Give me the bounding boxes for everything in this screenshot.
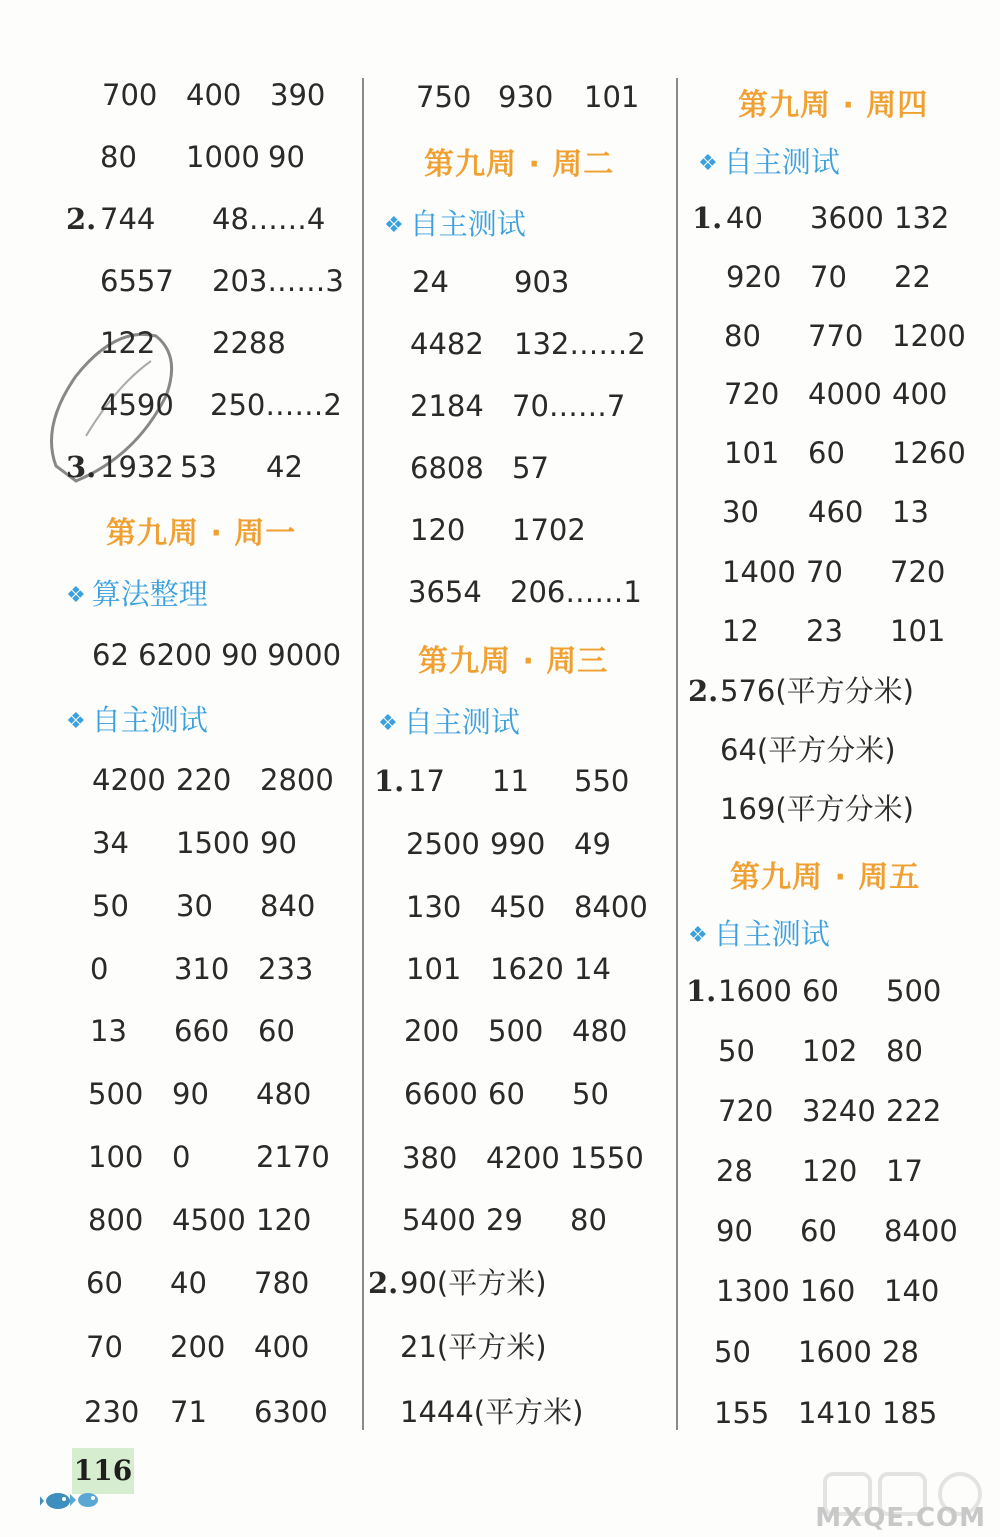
- subsection-title: ❖ 自主测试: [698, 145, 840, 179]
- page-number: 116: [72, 1448, 134, 1494]
- fish-icon: [40, 1486, 110, 1514]
- subsection-title: ❖ 自主测试: [688, 917, 830, 951]
- subsection-title: ❖ 自主测试: [384, 207, 526, 241]
- section-heading: 第九周 · 周二: [424, 147, 615, 182]
- section-heading: 第九周 · 周四: [738, 88, 929, 123]
- row: 62 6200 90 9000: [92, 638, 342, 672]
- diamond-bullet-icon: ❖: [66, 583, 86, 608]
- column-divider-left: [362, 78, 364, 1430]
- section-heading: 第九周 · 周五: [730, 860, 921, 895]
- diamond-bullet-icon: ❖: [384, 213, 404, 238]
- diamond-bullet-icon: ❖: [698, 151, 718, 176]
- row: 169(平方分米): [720, 792, 914, 826]
- subsection-title: ❖ 自主测试: [378, 705, 520, 739]
- diamond-bullet-icon: ❖: [378, 711, 398, 736]
- column-divider-right: [676, 78, 678, 1430]
- section-heading: 第九周 · 周一: [106, 516, 297, 551]
- watermark-text: MXQE.COM: [815, 1503, 986, 1533]
- row: 64(平方分米): [720, 733, 896, 767]
- diamond-bullet-icon: ❖: [66, 709, 86, 734]
- section-heading: 第九周 · 周三: [418, 644, 609, 679]
- subsection-title: ❖ 自主测试: [66, 703, 208, 737]
- subsection-title: ❖ 算法整理: [66, 577, 208, 611]
- diamond-bullet-icon: ❖: [688, 923, 708, 948]
- row: 21(平方米): [400, 1330, 547, 1364]
- answer-page: 700 400 390 80 1000 90 2. 744 48……4 6557 203……3 122 2288 4590 250……2 3. 1932 53 42 第九周 · 周一 ❖ 算法整理 62 6200 90 9000 ❖ 自主测试 4200 220 2800 34 1500 90 50 30 840 0 310 233 13 660 60 500 90 480 100 0 2170 800 4500 120 60 40 780 70 200 400 230 71 6300 750 930 101 第九周 · 周二 ❖ 自主测试 24 903 4482 132……2 2184 70……7 6808 57 120 1702 3654 206……1 第九周 · 周三 ❖ 自主测试 1. 17 11 550 2500 990 49 130 450 8400 101 1620 14 200 500 480 6600 60 50 380 4200 1550 5400 29 80 2. 90(平方米) 21(平方米) 1444(平方米) 第九周 · 周四 ❖ 自主测试 1. 40 3600 132 920 70 22 80 770 1200 720 4000 400 101 60 1260 30 460 13 1400 70 720 12 23 101 2. 576(平方分米) 64(平方分米) 169(平方分米) 第九周 · 周五 ❖ 自主测试 1. 1600 60 500 50 102 80 720 3240 222 28 120 17 90 60 8400 1300 160 140 50 1600 28 155 1410 185 116 MXQE.COM: [0, 0, 1000, 1537]
- row: 1444(平方米): [400, 1395, 584, 1429]
